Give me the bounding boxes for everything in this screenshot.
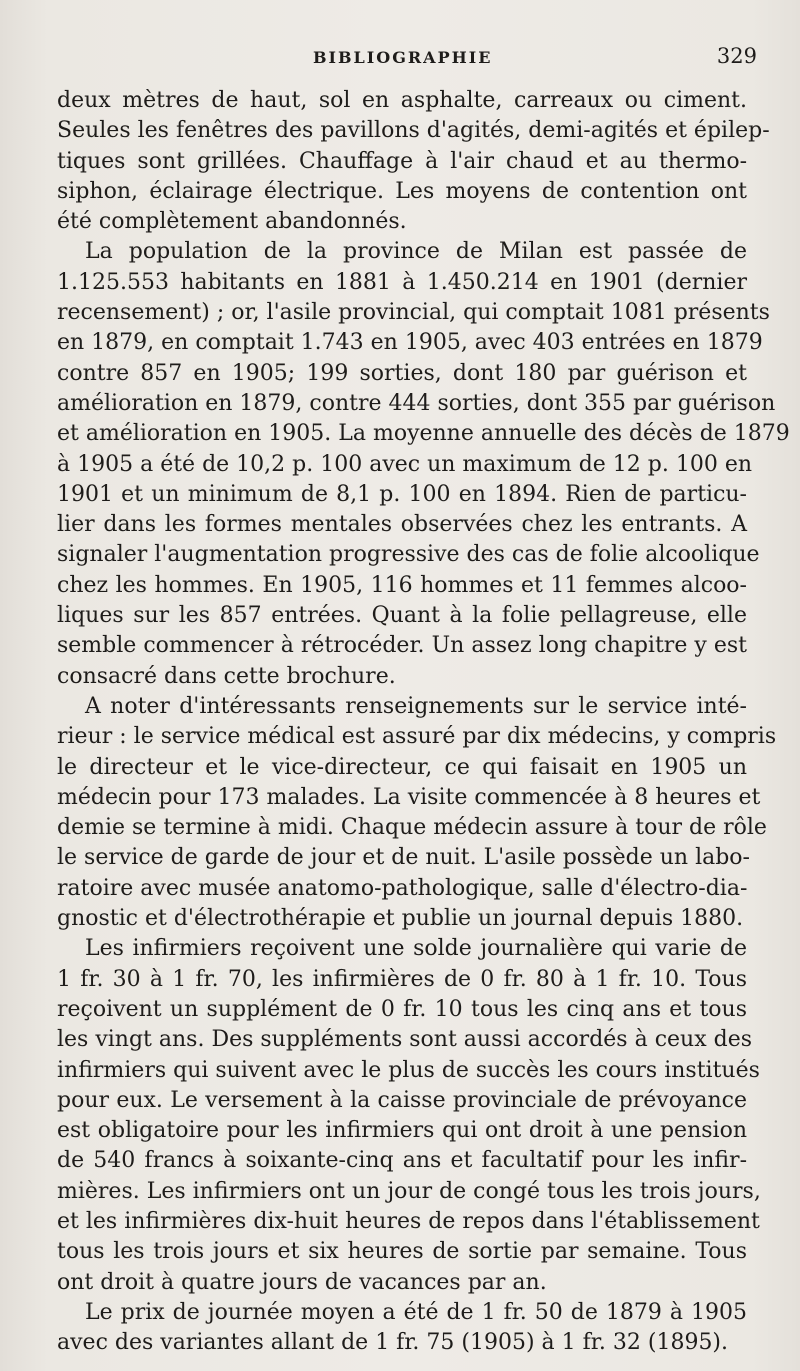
text-line: contre 857 en 1905; 199 sorties, dont 180 par guérison et — [57, 360, 747, 386]
text-line: été complètement abandonnés. — [57, 209, 407, 235]
text-line: tous les trois jours et six heures de sortie par semaine. Tous — [57, 1239, 747, 1265]
text-line: Les infirmiers reçoivent une solde journalière qui varie de — [85, 936, 747, 962]
text-line: liques sur les 857 entrées. Quant à la folie pellagreuse, elle — [57, 603, 747, 629]
text-line: mières. Les infirmiers ont un jour de congé tous les trois jours, — [57, 1178, 761, 1204]
text-line: 1 fr. 30 à 1 fr. 70, les infirmières de 0 fr. 80 à 1 fr. 10. Tous — [57, 966, 747, 992]
text-line: ratoire avec musée anatomo-pathologique, salle d'électro-dia- — [57, 875, 748, 901]
text-line: chez les hommes. En 1905, 116 hommes et 11 femmes alcoo- — [57, 572, 747, 598]
text-line: 1.125.553 habitants en 1881 à 1.450.214 en 1901 (dernier — [57, 269, 747, 295]
text-line: les vingt ans. Des suppléments sont aussi accordés à ceux des — [57, 1027, 752, 1053]
text-line: Le prix de journée moyen a été de 1 fr. 50 de 1879 à 1905 — [85, 1299, 747, 1325]
text-line: demie se termine à midi. Chaque médecin assure à tour de rôle — [57, 815, 767, 841]
text-line: avec des variantes allant de 1 fr. 75 (1905) à 1 fr. 32 (1895). — [57, 1330, 729, 1356]
text-line: de 540 francs à soixante-cinq ans et facultatif pour les infir- — [57, 1148, 747, 1174]
text-line: et amélioration en 1905. La moyenne annuelle des décès de 1879 — [57, 421, 790, 447]
text-line: deux mètres de haut, sol en asphalte, carreaux ou ciment. — [57, 88, 747, 113]
text-line: 1901 et un minimum de 8,1 p. 100 en 1894. Rien de particu- — [57, 481, 747, 507]
page-number: 329 — [716, 44, 757, 68]
text-line: semble commencer à rétrocéder. Un assez long chapitre y est — [57, 633, 747, 659]
text-line: signaler l'augmentation progressive des cas de folie alcoolique — [57, 542, 760, 568]
page-header — [55, 44, 755, 74]
text-line: tiques sont grillées. Chauffage à l'air chaud et au thermo- — [57, 148, 747, 174]
text-line: amélioration en 1879, contre 444 sorties, dont 355 par guérison — [57, 390, 776, 416]
running-title: BIBLIOGRAPHIE — [313, 48, 493, 67]
text-line: à 1905 a été de 10,2 p. 100 avec un maximum de 12 p. 100 en — [57, 451, 753, 477]
text-line: rieur : le service médical est assuré par dix médecins, y compris — [57, 724, 777, 750]
text-line: consacré dans cette brochure. — [57, 663, 396, 689]
text-line: siphon, éclairage électrique. Les moyens de contention ont — [57, 178, 747, 204]
text-line: Seules les fenêtres des pavillons d'agités, demi-agités et épilep- — [57, 118, 770, 144]
text-line: le service de garde de jour et de nuit. L'asile possède un labo- — [57, 845, 750, 871]
text-line: ont droit à quatre jours de vacances par an. — [57, 1269, 547, 1295]
text-line: médecin pour 173 malades. La visite commencée à 8 heures et — [57, 784, 761, 810]
text-line: est obligatoire pour les infirmiers qui ont droit à une pension — [57, 1118, 747, 1144]
text-line: pour eux. Le versement à la caisse provinciale de prévoyance — [57, 1087, 747, 1113]
text-line: gnostic et d'électrothérapie et publie un journal depuis 1880. — [57, 906, 744, 932]
text-line: La population de la province de Milan est passée de — [85, 239, 747, 265]
text-line: A noter d'intéressants renseignements sur le service inté- — [85, 693, 747, 719]
body-text — [57, 86, 790, 1358]
text-line: et les infirmières dix-huit heures de repos dans l'établissement — [57, 1208, 760, 1234]
text-line: infirmiers qui suivent avec le plus de succès les cours institués — [57, 1057, 760, 1083]
text-line: recensement) ; or, l'asile provincial, qui comptait 1081 présents — [57, 300, 770, 326]
text-line: reçoivent un supplément de 0 fr. 10 tous les cinq ans et tous — [57, 996, 747, 1022]
text-line: lier dans les formes mentales observées chez les entrants. A — [57, 512, 747, 538]
text-line: en 1879, en comptait 1.743 en 1905, avec 403 entrées en 1879 — [57, 330, 763, 356]
text-line: le directeur et le vice-directeur, ce qui faisait en 1905 un — [57, 754, 747, 780]
